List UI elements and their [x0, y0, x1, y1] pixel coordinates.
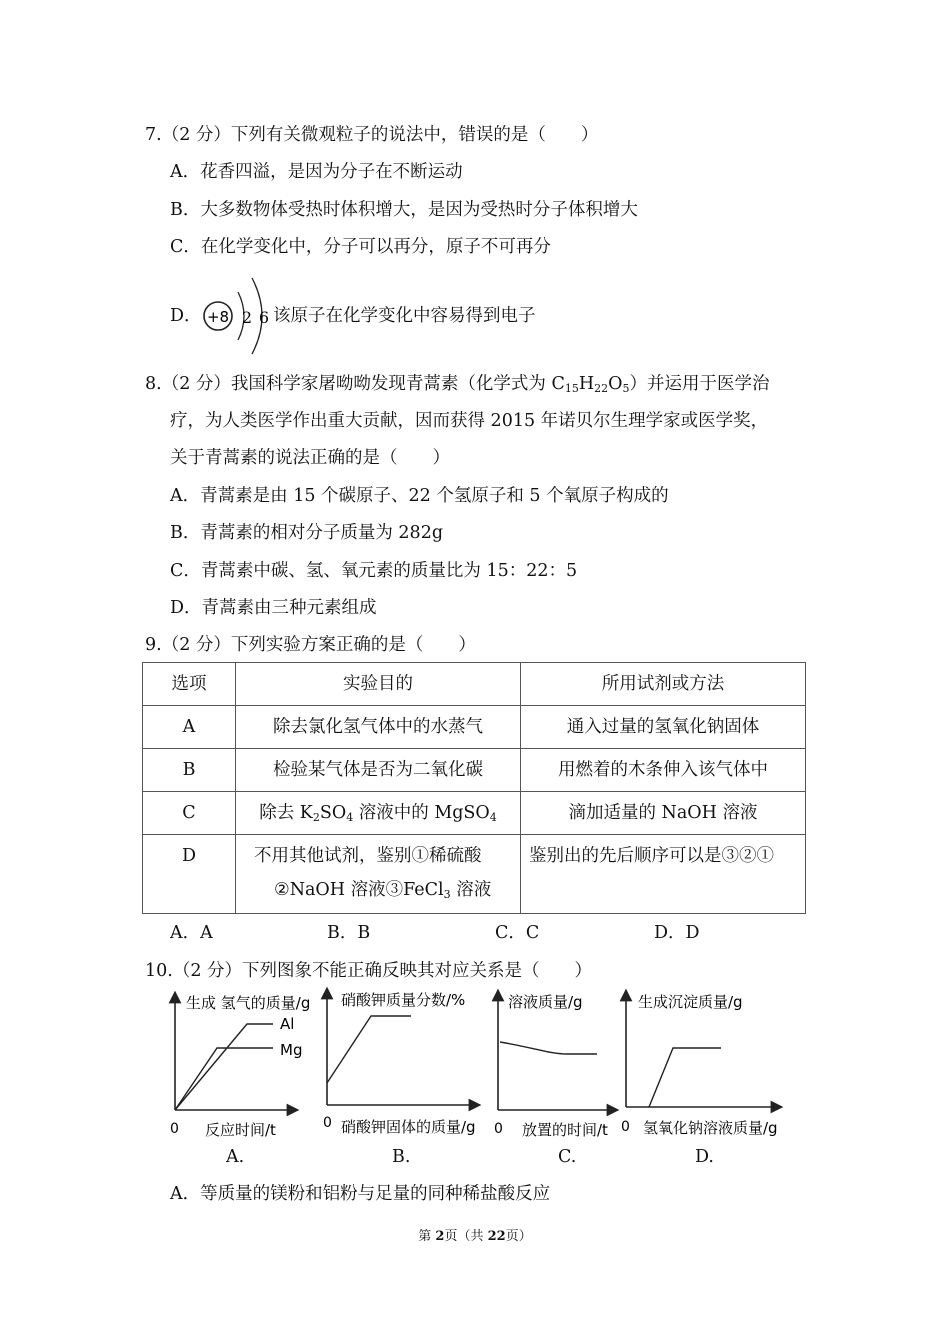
header-goal: 实验目的 [236, 663, 521, 706]
q10-stem: 10.（2 分）下列图象不能正确反映其对应关系是（ ） [145, 961, 593, 981]
graph-b-label: B. [392, 1147, 411, 1167]
cell-goal: 除去氯化氢气体中的水蒸气 [236, 706, 521, 749]
q9-experiment-table [142, 662, 806, 914]
table-row [143, 749, 806, 792]
graph-d-label: D. [695, 1147, 714, 1167]
graph-b-ylabel: 硝酸钾质量分数/% [341, 991, 466, 1009]
q8-option-b: B．青蒿素的相对分子质量为 282g [170, 523, 444, 543]
q10-graphs [165, 985, 805, 1145]
q9-answer-d: D．D [654, 923, 700, 943]
q8-stem-pre: 8.（2 分）我国科学家屠呦呦发现青蒿素（化学式为 C [145, 374, 565, 394]
graph-d [621, 993, 778, 1137]
q8-option-c: C．青蒿素中碳、氢、氧元素的质量比为 15：22：5 [170, 561, 578, 581]
page-number: 2 [435, 1229, 445, 1244]
formula-sub-c: 15 [564, 382, 579, 395]
table-row [143, 835, 806, 914]
graph-d-ylabel: 生成沉淀质量/g [638, 993, 743, 1011]
q8-option-a: A．青蒿素是由 15 个碳原子、22 个氢原子和 5 个氧原子构成的 [170, 486, 669, 506]
q8-stem-line2: 疗，为人类医学作出重大贡献，因而获得 2015 年诺贝尔生理学家或医学奖， [170, 411, 769, 431]
formula-sub-h: 22 [594, 382, 609, 395]
q8-stem-post: ）并运用于医学治 [629, 374, 770, 394]
q9-stem: 9.（2 分）下列实验方案正确的是（ ） [145, 635, 476, 655]
cell-method: 滴加适量的 NaOH 溶液 [521, 792, 806, 835]
cell-option: A [143, 706, 236, 749]
graph-a-origin: 0 [170, 1121, 179, 1137]
shell1-electrons: 2 [241, 308, 253, 327]
q7-stem: 7.（2 分）下列有关微观粒子的说法中，错误的是（ ） [145, 125, 599, 145]
q7-option-d-text: 该原子在化学变化中容易得到电子 [273, 306, 536, 326]
graph-b-xlabel: 硝酸钾固体的质量/g [341, 1118, 476, 1136]
graph-a-mg-line [175, 1048, 273, 1110]
total-pages: 22 [487, 1229, 506, 1244]
q9-answer-a: A．A [170, 923, 213, 943]
cell-goal: 除去 $K_2SO_4$ 溶液中的 MgSO$_4$ [236, 792, 521, 835]
header-option: 选项 [143, 663, 236, 706]
graph-a-mg-label: Mg [280, 1041, 303, 1059]
graph-a-al-label: Al [280, 1015, 295, 1033]
graph-c-label: C. [558, 1147, 577, 1167]
cell-goal: 不用其他试剂，鉴别①稀硫酸 ②NaOH 溶液③FeCl$_3$ 溶液 [236, 835, 521, 914]
graph-c-ylabel: 溶液质量/g [508, 993, 583, 1011]
formula-sub-o: 5 [622, 382, 630, 395]
cell-method: 用燃着的木条伸入该气体中 [521, 749, 806, 792]
graph-a-xlabel: 反应时间/t [205, 1121, 276, 1139]
graph-c-origin: 0 [494, 1121, 503, 1137]
q9-answer-c: C．C [495, 923, 540, 943]
nucleus-charge: +8 [206, 308, 230, 326]
q7-option-c: C．在化学变化中，分子可以再分，原子不可再分 [170, 237, 551, 257]
graph-b-origin: 0 [323, 1115, 332, 1131]
formula-o: O [608, 374, 623, 394]
q10-option-a: A．等质量的镁粉和铝粉与足量的同种稀盐酸反应 [170, 1184, 551, 1204]
oxygen-atom-structure-diagram [198, 272, 278, 358]
table-row [143, 792, 806, 835]
page-footer: 第 2页（共 22页） [418, 1229, 532, 1244]
cell-goal: 检验某气体是否为二氧化碳 [236, 749, 521, 792]
graph-d-xlabel: 氢氧化钠溶液质量/g [643, 1119, 778, 1137]
shell2-electrons: 6 [258, 308, 270, 327]
graph-a-al-line [175, 1024, 273, 1110]
graph-b-line [327, 1016, 411, 1083]
q8-option-d: D．青蒿素由三种元素组成 [170, 598, 377, 618]
q7-option-a: A．花香四溢，是因为分子在不断运动 [170, 162, 463, 182]
q7-option-d-prefix: D． [170, 306, 202, 326]
q7-option-b: B．大多数物体受热时体积增大，是因为受热时分子体积增大 [170, 200, 638, 220]
graph-a [170, 994, 310, 1139]
graph-d-origin: 0 [621, 1119, 630, 1135]
q8-stem [145, 373, 769, 395]
graph-c-xlabel: 放置的时间/t [522, 1121, 608, 1139]
q8-stem-line3: 关于青蒿素的说法正确的是（ ） [170, 448, 450, 468]
graph-b [323, 991, 476, 1136]
cell-method: 鉴别出的先后顺序可以是③②① [521, 835, 806, 914]
formula-h: H [578, 374, 595, 394]
table-header-row [143, 663, 806, 706]
cell-option: B [143, 749, 236, 792]
table-row [143, 706, 806, 749]
graph-c-line [500, 1042, 597, 1054]
cell-method: 通入过量的氢氧化钠固体 [521, 706, 806, 749]
cell-option: C [143, 792, 236, 835]
cell-option: D [143, 835, 236, 914]
graph-c [494, 993, 613, 1139]
graph-a-ylabel: 生成 氢气的质量/g [186, 994, 311, 1012]
graph-a-label: A. [226, 1147, 245, 1167]
header-method: 所用试剂或方法 [521, 663, 806, 706]
q9-answer-b: B．B [327, 923, 371, 943]
graph-d-line [649, 1048, 721, 1107]
